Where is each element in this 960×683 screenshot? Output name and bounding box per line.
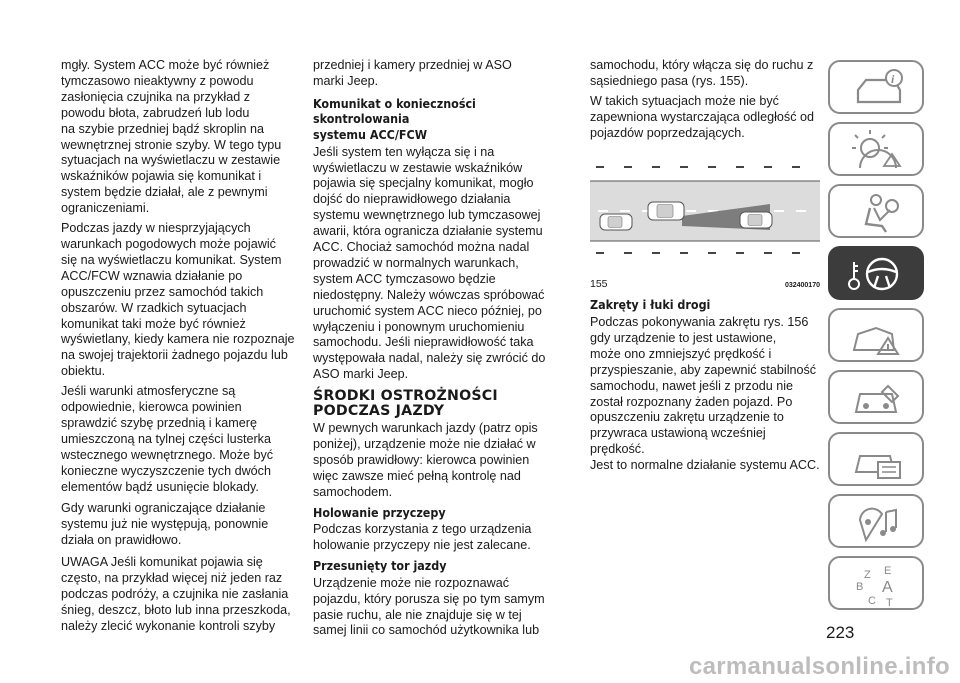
svg-text:C: C xyxy=(868,595,876,607)
figure-code: 032400170 xyxy=(784,281,820,289)
tab-starting-driving[interactable] xyxy=(828,246,924,300)
figure-number: 155 xyxy=(590,277,608,290)
merging-car-shape xyxy=(648,202,684,220)
section-heading: ŚRODKI OSTROŻNOŚCI PODCZAS JAZDY xyxy=(313,388,498,420)
svg-text:B: B xyxy=(856,581,864,593)
paragraph: Podczas jazdy w niesprzyjających warunkach pogodowych może pojawić się na wyświetlaczu komunikat. System ACC/FCW wznawia działanie po opuszczeniu przez samochód takich obszarów. W rzadkich sytuacjach komunikat taki może być również wyświetlany, kiedy kamera nie rozpoznaje na swojej trajektorii żadnego pojazdu lub obiektu. xyxy=(61,221,295,379)
text-column-right xyxy=(590,58,820,478)
paragraph: Jeśli warunki atmosferyczne są odpowiednie, kierowca powinien sprawdzić szybę przednią i kamerę umieszczoną na tylnej części lusterka wstecznego wewnętrznego. Może być konieczne wyczyszczenie tych dwóch elementów bądź usunięcie blokady. xyxy=(61,384,274,494)
tab-warning-lights[interactable] xyxy=(828,122,924,176)
key-steering-wheel-icon xyxy=(830,248,926,302)
note-paragraph: UWAGA Jeśli komunikat pojawia się często, na przykład więcej niż jeden raz podczas podróży, a czujnika nie zasłania śnieg, deszcz, błoto lub inna przeszkoda, należy zlecić wykonanie kontroli szyby xyxy=(61,555,291,633)
figure-lane-offset xyxy=(590,150,820,294)
car-emergency-icon xyxy=(830,310,926,364)
index-letters-icon xyxy=(830,558,926,612)
car-info-icon xyxy=(830,62,926,116)
paragraph: W takich sytuacjach może nie być zapewniona wystarczająca odległość od pojazdów poprzedzających. xyxy=(590,93,815,140)
subheading: Komunikat o konieczności skontrolowania systemu ACC/FCW xyxy=(313,95,476,142)
tab-maintenance[interactable] xyxy=(828,370,924,424)
tab-emergency[interactable] xyxy=(828,308,924,362)
paragraph: Urządzenie może nie rozpoznawać pojazdu, który porusza się po tym samym pasie ruchu, ale nie znajduje się w tej samej linii co samochód użytkownika lub xyxy=(313,575,545,638)
paragraph: Podczas pokonywania zakrętu rys. 156 gdy urządzenie to jest ustawione, może ono zmniejszyć prędkość i przyspieszanie, aby zapewnić stabilność samochodu, nawet jeśli z przodu nie został rozpoznany żaden pojazd. Po opuszczeniu zakrętu urządzenie to przywraca ustawioną wcześniej prędkość. Jest to normalne działanie systemu ACC. xyxy=(590,315,820,473)
paragraph: mgły. System ACC może być również tymczasowo nieaktywny z powodu zasłonięcia czujnika na przykład z powodu błota, zabrudzeń lub lodu na szybie przedniej bądź skroplin na wewnętrznej stronie szyby. W tego typu sytuacjach na wyświetlaczu w zestawie wskaźników pojawia się komunikat i system będzie działał, ale z pewnymi ograniczeniami. xyxy=(61,58,282,216)
svg-text:i: i xyxy=(891,72,895,86)
subheading: Zakręty i łuki drogi xyxy=(590,297,711,313)
user-car-shape xyxy=(600,214,632,230)
paragraph: Jeśli system ten wyłącza się i na wyświetlaczu w zestawie wskaźników pojawia się specjalny komunikat, mogło dojść do nieprawidłowego działania systemu wewnętrznego lub tymczasowej awarii, która ogranicza działanie systemu ACC. Chociaż samochód można nadal prowadzić w normalnych warunkach, system ACC tymczasowo będzie niedostępny. Należy wówczas spróbować uruchomić system ACC nieco później, po wyłączeniu i ponownym uruchomieniu samochodu. Jeśli nieprawidłowość taka występowała nadal, należy się zwrócić do ASO marki Jeep. xyxy=(313,144,546,382)
text-column-left xyxy=(61,58,309,639)
svg-text:A: A xyxy=(882,579,893,596)
subheading: Holowanie przyczepy xyxy=(313,504,446,520)
paragraph: W pewnych warunkach jazdy (patrz opis poniżej), urządzenie może nie działać w sposób prawidłowy: kierowca powinien więc zawsze mieć pełną kontrolę nad samochodem. xyxy=(313,421,538,499)
paragraph: Gdy warunki ograniczające działanie systemu już nie występują, ponownie działa on prawidłowo. xyxy=(61,501,269,548)
tab-car-info[interactable] xyxy=(828,60,924,114)
lead-car-shape xyxy=(740,212,772,228)
page-number: 223 xyxy=(826,623,855,642)
subheading: Przesunięty tor jazdy xyxy=(313,558,447,574)
svg-text:E: E xyxy=(884,565,892,577)
multimedia-icon xyxy=(830,496,926,550)
tab-multimedia[interactable] xyxy=(828,494,924,548)
svg-text:Z: Z xyxy=(864,569,871,581)
technical-data-icon xyxy=(830,434,926,488)
seat-airbag-icon xyxy=(830,186,926,240)
road-illustration xyxy=(590,150,820,275)
watermark: carmanualsonline.info xyxy=(688,653,950,680)
svg-text:T: T xyxy=(886,597,893,609)
tab-index[interactable] xyxy=(828,556,924,610)
tab-safety[interactable] xyxy=(828,184,924,238)
tab-technical-data[interactable] xyxy=(828,432,924,486)
dashboard-warning-light-icon xyxy=(830,124,926,178)
car-service-wrench-icon xyxy=(830,372,926,426)
text-column-middle xyxy=(313,58,559,643)
paragraph: samochodu, który włącza się do ruchu z sąsiedniego pasa (rys. 155). xyxy=(590,58,814,88)
paragraph: Podczas korzystania z tego urządzenia holowanie przyczepy nie jest zalecane. xyxy=(313,522,532,553)
paragraph: przedniej i kamery przedniej w ASO marki Jeep. xyxy=(313,58,512,88)
